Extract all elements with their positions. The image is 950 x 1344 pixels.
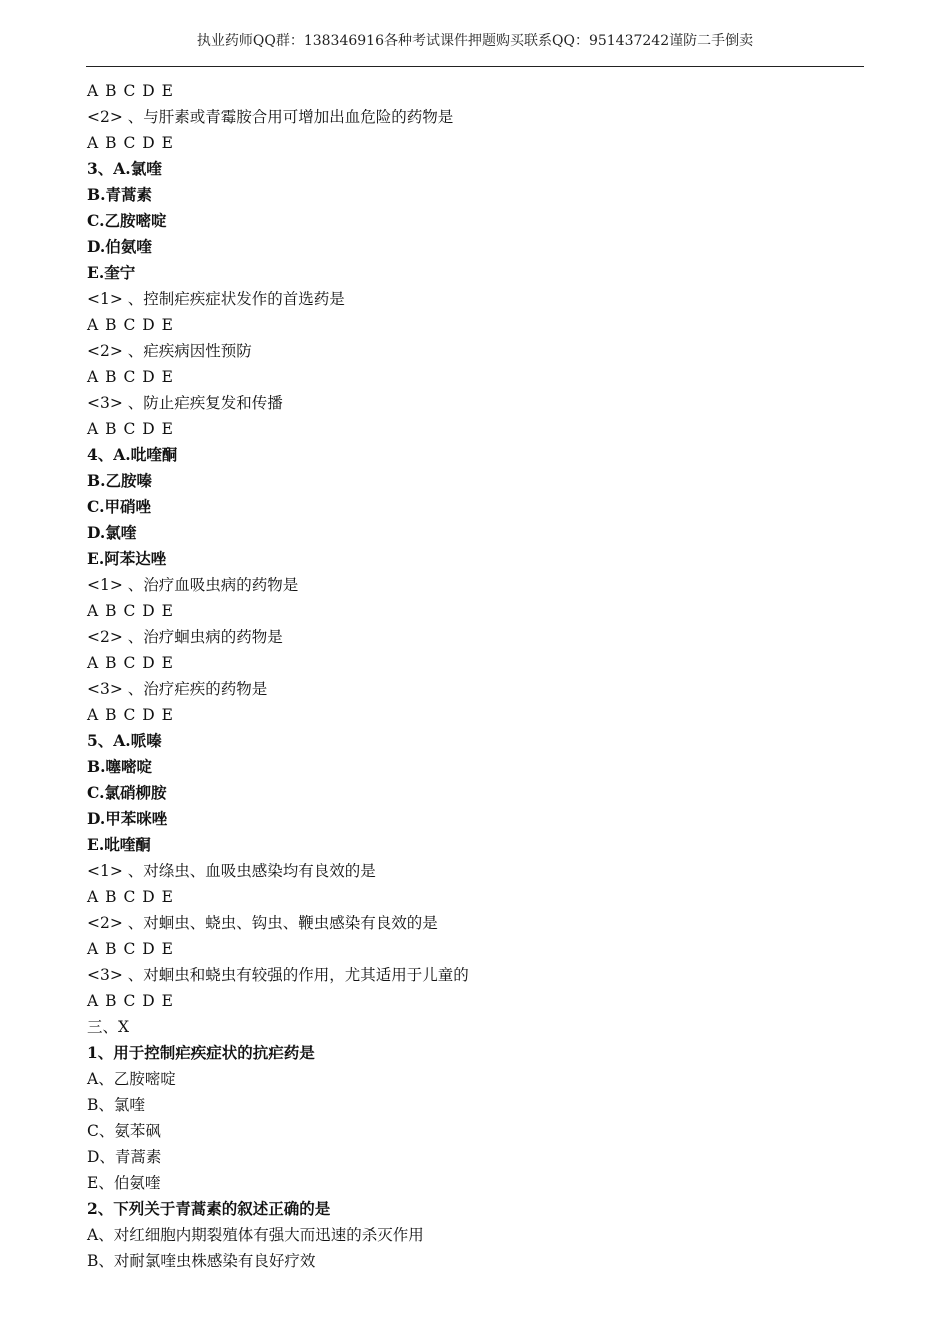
question-line: D.氯喹 <box>87 523 137 542</box>
answer-options-line: A B C D E <box>87 134 174 152</box>
text-line: <3> 、治疗疟疾的药物是 <box>87 680 268 698</box>
text-line: <3> 、防止疟疾复发和传播 <box>87 394 283 412</box>
text-line: <1> 、对绦虫、血吸虫感染均有良效的是 <box>87 862 376 880</box>
text-line: D、青蒿素 <box>87 1148 162 1166</box>
question-line: E.奎宁 <box>87 263 136 282</box>
answer-options-line: A B C D E <box>87 368 174 386</box>
question-line: E.阿苯达唑 <box>87 549 167 568</box>
question-line: C.氯硝柳胺 <box>87 783 167 802</box>
text-line: B、氯喹 <box>87 1096 145 1114</box>
text-line: 三、X <box>87 1018 130 1036</box>
question-line: 2、下列关于青蒿素的叙述正确的是 <box>87 1199 331 1218</box>
text-line: <2> 、治疗蛔虫病的药物是 <box>87 628 283 646</box>
text-line: <2> 、与肝素或青霉胺合用可增加出血危险的药物是 <box>87 108 454 126</box>
question-line: 4、A.吡喹酮 <box>87 445 178 464</box>
text-line: <1> 、治疗血吸虫病的药物是 <box>87 576 299 594</box>
text-line: C、氨苯砜 <box>87 1122 161 1140</box>
question-line: B.乙胺嗪 <box>87 471 152 490</box>
answer-options-line: A B C D E <box>87 602 174 620</box>
answer-options-line: A B C D E <box>87 706 174 724</box>
header-divider <box>86 66 864 67</box>
question-line: B.青蒿素 <box>87 185 152 204</box>
answer-options-line: A B C D E <box>87 82 174 100</box>
answer-options-line: A B C D E <box>87 940 174 958</box>
document-body <box>87 78 867 1274</box>
question-line: 3、A.氯喹 <box>87 159 162 178</box>
answer-options-line: A B C D E <box>87 316 174 334</box>
answer-options-line: A B C D E <box>87 888 174 906</box>
question-line: C.甲硝唑 <box>87 497 151 516</box>
page-header: 执业药师QQ群：138346916各种考试课件押题购买联系QQ：951437242谨防二手倒卖 <box>196 33 754 49</box>
question-line: E.吡喹酮 <box>87 835 151 854</box>
answer-options-line: A B C D E <box>87 992 174 1010</box>
answer-options-line: A B C D E <box>87 420 174 438</box>
answer-options-line: A B C D E <box>87 654 174 672</box>
question-line: D.伯氨喹 <box>87 237 152 256</box>
question-line: B.噻嘧啶 <box>87 757 152 776</box>
question-line: D.甲苯咪唑 <box>87 809 168 828</box>
text-line: <2> 、对蛔虫、蛲虫、钩虫、鞭虫感染有良效的是 <box>87 914 438 932</box>
text-line: B、对耐氯喹虫株感染有良好疗效 <box>87 1252 316 1270</box>
text-line: <3> 、对蛔虫和蛲虫有较强的作用，尤其适用于儿童的 <box>87 966 469 984</box>
text-line: A、对红细胞内期裂殖体有强大而迅速的杀灭作用 <box>87 1226 424 1244</box>
text-line: <2> 、疟疾病因性预防 <box>87 342 252 360</box>
text-line: A、乙胺嘧啶 <box>87 1070 176 1088</box>
question-line: 1、用于控制疟疾症状的抗疟药是 <box>87 1043 315 1062</box>
text-line: E、伯氨喹 <box>87 1174 161 1192</box>
text-line: <1> 、控制疟疾症状发作的首选药是 <box>87 290 345 308</box>
question-line: C.乙胺嘧啶 <box>87 211 167 230</box>
question-line: 5、A.哌嗪 <box>87 731 162 750</box>
